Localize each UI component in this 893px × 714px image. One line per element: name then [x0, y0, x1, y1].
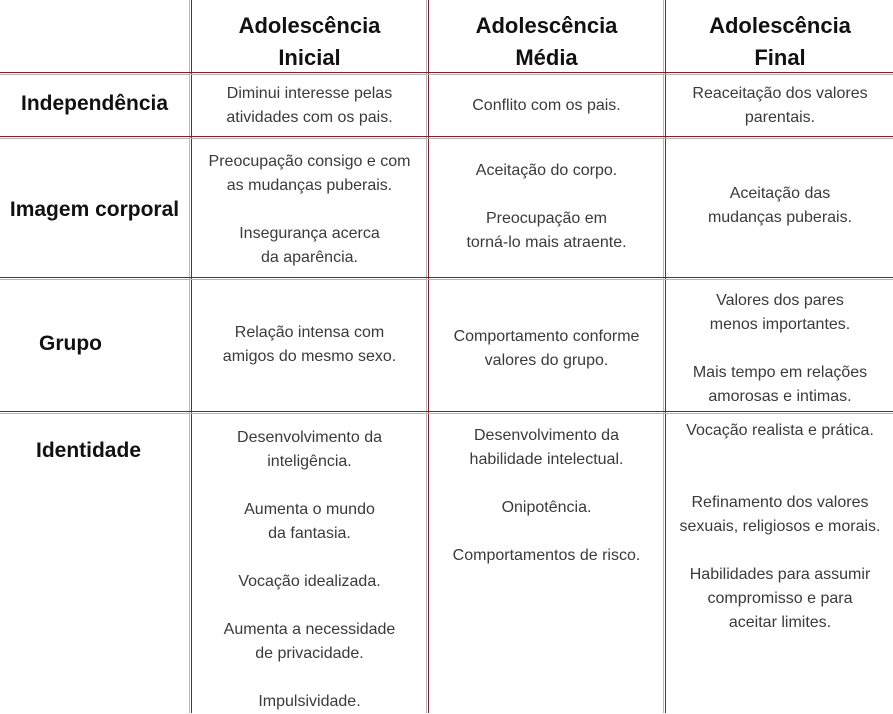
cell-body-image-early	[193, 150, 426, 270]
cell-text: Refinamento dos valores sexuais, religiosos e morais.	[679, 494, 881, 535]
cell-text: Diminui interesse pelas atividades com os pais.	[226, 85, 393, 126]
cell-text: Onipotência.	[501, 499, 592, 516]
cell-text: Desenvolvimento da habilidade intelectual.	[469, 427, 624, 468]
header-late: Adolescência Final	[709, 13, 851, 70]
row-label-independence: Independência	[20, 92, 169, 115]
cell-group-late	[667, 289, 893, 409]
header-middle: Adolescência Média	[475, 13, 618, 70]
cell-identity-late	[667, 419, 893, 635]
cell-group-early	[193, 321, 426, 369]
cell-text: Mais tempo em relações amorosas e intimas.	[692, 364, 868, 405]
cell-text: Insegurança acerca da aparência.	[239, 225, 380, 266]
cell-text: Conflito com os pais.	[472, 97, 621, 114]
header-early: Adolescência Inicial	[238, 13, 381, 70]
cell-text: Vocação idealizada.	[238, 573, 381, 590]
cell-independence-late	[667, 82, 893, 130]
cell-text: Vocação realista e prática.	[686, 422, 874, 439]
cell-text: Aceitação das mudanças puberais.	[707, 185, 853, 226]
row-divider	[0, 411, 893, 415]
row-divider	[0, 136, 893, 140]
row-label-group: Grupo	[39, 332, 102, 355]
row-label-identity: Identidade	[35, 439, 141, 462]
row-divider	[0, 277, 893, 281]
cell-body-image-middle	[430, 159, 663, 255]
cell-text: Reaceitação dos valores parentais.	[692, 85, 868, 126]
cell-text: Aumenta o mundo da fantasia.	[244, 501, 375, 542]
cell-identity-early	[193, 426, 426, 714]
cell-text: Preocupação consigo e com as mudanças puberais.	[208, 153, 411, 194]
cell-independence-middle	[430, 94, 663, 118]
cell-independence-early	[193, 82, 426, 130]
cell-body-image-late	[667, 182, 893, 230]
cell-text: Aumenta a necessidade de privacidade.	[223, 621, 396, 662]
cell-identity-middle	[430, 424, 663, 568]
cell-text: Aceitação do corpo.	[475, 162, 618, 179]
cell-text: Preocupação em torná-lo mais atraente.	[466, 210, 627, 251]
cell-group-middle	[430, 325, 663, 373]
cell-text: Comportamento conforme valores do grupo.	[453, 328, 640, 369]
cell-text: Desenvolvimento da inteligência.	[237, 429, 382, 470]
cell-text: Impulsividade.	[258, 693, 361, 710]
cell-text: Valores dos pares menos importantes.	[709, 292, 851, 333]
row-label-body-image: Imagem corporal	[9, 198, 180, 221]
cell-text: Relação intensa com amigos do mesmo sexo.	[222, 324, 397, 365]
cell-text: Habilidades para assumir compromisso e para aceitar limites.	[689, 566, 871, 631]
cell-text: Comportamentos de risco.	[452, 547, 641, 564]
